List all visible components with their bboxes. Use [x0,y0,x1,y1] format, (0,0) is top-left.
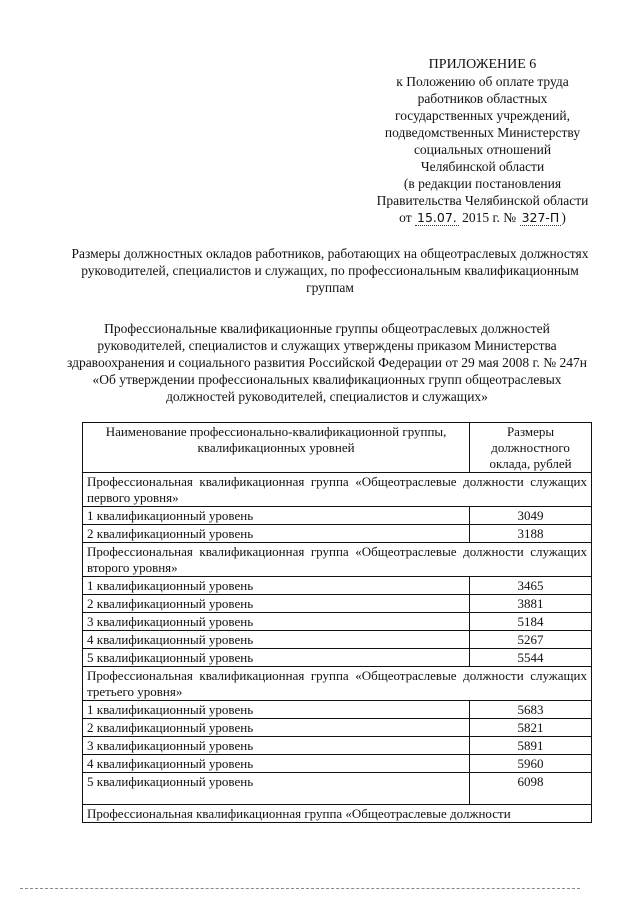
level-cell: 5 квалификационный уровень [83,649,470,667]
table-row [83,719,592,737]
salary-cell: 5544 [470,649,592,667]
salary-cell: 5821 [470,719,592,737]
salary-table [82,422,592,823]
salary-cell: 5960 [470,755,592,773]
level-cell: 2 квалификационный уровень [83,525,470,543]
salary-cell: 3188 [470,525,592,543]
level-cell: 5 квалификационный уровень [83,773,470,805]
closing-paren: ) [561,210,566,225]
level-cell: 2 квалификационный уровень [83,595,470,613]
resolution-year: 2015 г. № [462,210,517,225]
resolution-date: 15.07. [417,210,457,225]
salary-cell: 3465 [470,577,592,595]
table-row [83,701,592,719]
salary-cell: 3049 [470,507,592,525]
level-cell: 3 квалификационный уровень [83,613,470,631]
table-row [83,507,592,525]
group-title: Профессиональная квалификационная группа «Общеотраслевые должности служащих второго уровня» [83,543,592,577]
resolution-number: 327-П [521,210,560,225]
level-cell: 2 квалификационный уровень [83,719,470,737]
group-title: Профессиональная квалификационная группа «Общеотраслевые должности служащих третьего уровня» [83,667,592,701]
table-row [83,737,592,755]
level-cell: 4 квалификационный уровень [83,755,470,773]
appendix-line: Челябинской области [420,159,545,174]
table-row [83,613,592,631]
group-row-partial [83,805,592,823]
salary-cell: 6098 [470,773,592,805]
table-row [83,595,592,613]
level-cell: 1 квалификационный уровень [83,701,470,719]
group-row [83,473,592,507]
page-divider [20,888,580,889]
header-name: Наименование профессионально-квалификационной группы, квалификационных уровней [83,423,470,473]
document-heading: Размеры должностных окладов работников, работающих на общеотраслевых должностях руководителей, специалистов и служащих, по профессиональным квалификационным группам [71,246,589,295]
intro-paragraph: Профессиональные квалификационные группы общеотраслевых должностей руководителей, специалистов и служащих утверждены приказом Министерства здравоохранения и социального развития Российской Федерации от 29 мая 2008 г. № 247н «Об утверждении профессиональных квалификационных групп общеотраслевых должностей руководителей, специалистов и служащих» [66,321,588,404]
level-cell: 4 квалификационный уровень [83,631,470,649]
table-row [83,577,592,595]
appendix-line: государственных учреждений, [395,108,570,123]
salary-cell: 5683 [470,701,592,719]
table-row [83,631,592,649]
salary-cell: 5891 [470,737,592,755]
date-prefix: от [399,210,412,225]
appendix-line: к Положению об оплате труда [396,74,569,89]
group-title: Профессиональная квалификационная группа «Общеотраслевые должности служащих первого уровня» [83,473,592,507]
appendix-date-line [350,209,615,226]
table-row [83,525,592,543]
appendix-line: социальных отношений [413,142,552,157]
group-row [83,543,592,577]
appendix-line: подведомственных Министерству [384,125,581,140]
appendix-block [350,56,615,226]
level-cell: 3 квалификационный уровень [83,737,470,755]
group-title-partial: Профессиональная квалификационная группа «Общеотраслевые должности [83,805,592,823]
salary-cell: 5184 [470,613,592,631]
appendix-line: Правительства Челябинской области [376,193,589,208]
appendix-line: (в редакции постановления [403,176,562,191]
salary-cell: 5267 [470,631,592,649]
level-cell: 1 квалификационный уровень [83,507,470,525]
group-row [83,667,592,701]
level-cell: 1 квалификационный уровень [83,577,470,595]
table-row [83,649,592,667]
table-row [83,773,592,805]
header-salary: Размеры должностного оклада, рублей [470,423,592,473]
table-header-row [83,423,592,473]
table-row [83,755,592,773]
appendix-title: ПРИЛОЖЕНИЕ 6 [428,57,537,72]
appendix-line: работников областных [417,91,548,106]
salary-cell: 3881 [470,595,592,613]
